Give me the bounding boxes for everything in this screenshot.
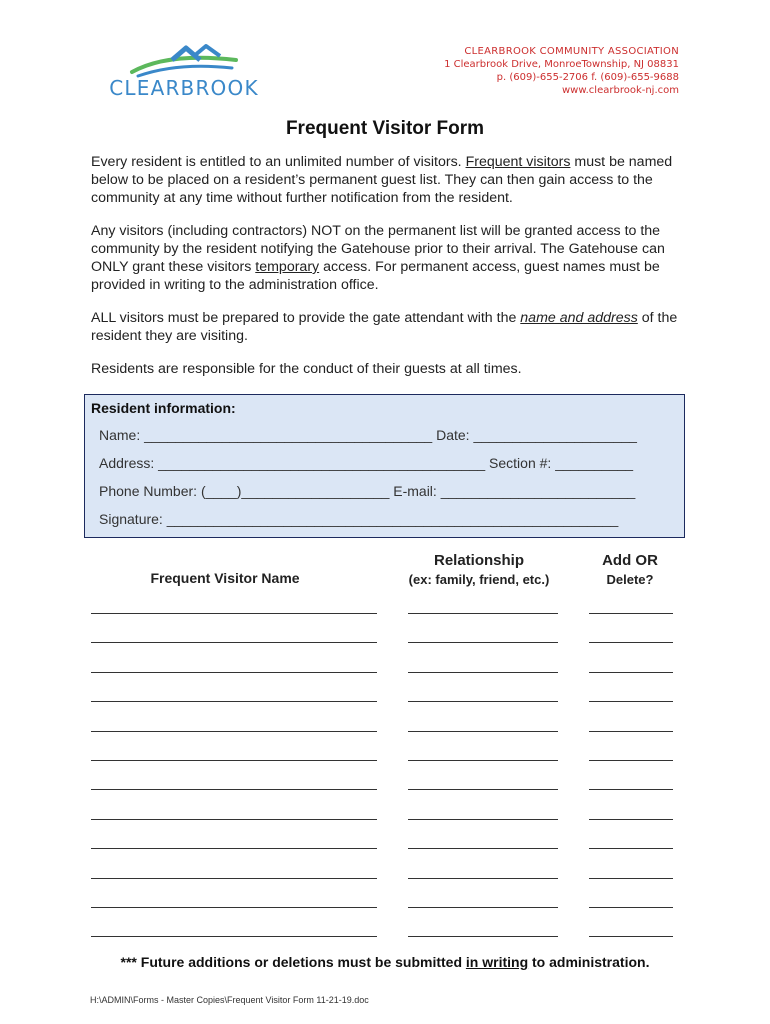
- add-delete-blank[interactable]: [589, 936, 673, 937]
- relationship-blank[interactable]: [408, 878, 558, 879]
- phone-email-field[interactable]: Phone Number: (____)___________________ E-mail: _________________________: [99, 483, 636, 499]
- add-delete-blank[interactable]: [589, 613, 673, 614]
- visitor-name-blank[interactable]: [91, 760, 377, 761]
- paragraph-gate-attendant: [91, 309, 691, 345]
- col-header-relationship: Relationship: [433, 552, 524, 569]
- add-delete-blank[interactable]: [589, 789, 673, 790]
- logo-wordmark: CLEARBROOK: [109, 76, 259, 100]
- visitor-name-blank[interactable]: [91, 672, 377, 673]
- p1-underlined: Frequent visitors: [465, 154, 571, 170]
- relationship-blank[interactable]: [408, 789, 558, 790]
- name-date-field[interactable]: Name: _____________________________________ Date: _____________________: [99, 427, 637, 443]
- paragraph-visitors: [91, 153, 691, 207]
- footnote-text-a: *** Future additions or deletions must be submitted: [120, 954, 466, 970]
- association-contact: [444, 45, 679, 97]
- visitor-name-blank[interactable]: [91, 701, 377, 702]
- visitor-name-blank[interactable]: [91, 642, 377, 643]
- visitor-name-blank[interactable]: [91, 907, 377, 908]
- p3-text-b: of the resident they are visiting.: [91, 310, 678, 344]
- relationship-blank[interactable]: [408, 731, 558, 732]
- p3-underlined: name and address: [520, 310, 638, 326]
- file-path: H:\ADMIN\Forms - Master Copies\Frequent Visitor Form 11-21-19.doc: [90, 995, 369, 1005]
- address-section-field[interactable]: Address: __________________________________________ Section #: __________: [99, 455, 634, 471]
- visitor-name-blank[interactable]: [91, 789, 377, 790]
- col-header-add-or: Add OR: [602, 552, 658, 569]
- footnote-text-b: to administration.: [528, 954, 650, 970]
- p2-text-b: access. For permanent access, guest names must be provided in writing to the administration office.: [91, 259, 660, 293]
- p2-underlined: temporary: [255, 259, 320, 275]
- relationship-blank[interactable]: [408, 613, 558, 614]
- association-name: CLEARBROOK COMMUNITY ASSOCIATION: [464, 46, 679, 57]
- add-delete-blank[interactable]: [589, 672, 673, 673]
- add-delete-blank[interactable]: [589, 848, 673, 849]
- col-header-relationship-example: (ex: family, friend, etc.): [408, 572, 550, 587]
- col-header-visitor-name: Frequent Visitor Name: [150, 570, 300, 586]
- relationship-blank[interactable]: [408, 701, 558, 702]
- p1-text-a: Every resident is entitled to an unlimited number of visitors.: [91, 154, 466, 170]
- signature-field[interactable]: Signature: __________________________________________________________: [99, 511, 619, 527]
- add-delete-blank[interactable]: [589, 701, 673, 702]
- page-title: Frequent Visitor Form: [285, 118, 485, 139]
- p1-text-b: must be named below to be placed on a resident’s permanent guest list. They can then gain access to the community at any time without further notification from the resident.: [91, 154, 673, 206]
- add-delete-blank[interactable]: [589, 642, 673, 643]
- relationship-blank[interactable]: [408, 642, 558, 643]
- add-delete-blank[interactable]: [589, 760, 673, 761]
- p3-text-a: ALL visitors must be prepared to provide the gate attendant with the: [91, 310, 521, 326]
- col-header-delete: Delete?: [606, 572, 654, 587]
- relationship-blank[interactable]: [408, 760, 558, 761]
- footnote-underlined: in writing: [465, 954, 529, 970]
- add-delete-blank[interactable]: [589, 878, 673, 879]
- visitor-name-blank[interactable]: [91, 848, 377, 849]
- visitor-name-blank[interactable]: [91, 613, 377, 614]
- relationship-blank[interactable]: [408, 848, 558, 849]
- resident-info-title: Resident information:: [91, 400, 236, 416]
- association-website[interactable]: www.clearbrook-nj.com: [562, 85, 679, 96]
- resident-information-box: [84, 394, 685, 538]
- p2-text-a: Any visitors (including contractors) NOT on the permanent list will be granted access to the community by the resident notifying the Gatehouse prior to their arrival. The Gatehouse can ONLY grant these visitors: [91, 223, 665, 275]
- relationship-blank[interactable]: [408, 819, 558, 820]
- paragraph-temporary-access: [91, 222, 691, 294]
- clearbrook-logo: [88, 40, 280, 102]
- relationship-blank[interactable]: [408, 936, 558, 937]
- house-roof-icon: [128, 42, 240, 78]
- paragraph-conduct: Residents are responsible for the conduct of their guests at all times.: [91, 361, 522, 377]
- visitor-name-blank[interactable]: [91, 936, 377, 937]
- association-phone-fax: p. (609)-655-2706 f. (609)-655-9688: [496, 72, 679, 83]
- visitor-name-blank[interactable]: [91, 819, 377, 820]
- relationship-blank[interactable]: [408, 907, 558, 908]
- footnote: [0, 954, 770, 970]
- visitor-name-blank[interactable]: [91, 878, 377, 879]
- visitor-name-blank[interactable]: [91, 731, 377, 732]
- relationship-blank[interactable]: [408, 672, 558, 673]
- add-delete-blank[interactable]: [589, 907, 673, 908]
- add-delete-blank[interactable]: [589, 819, 673, 820]
- association-address: 1 Clearbrook Drive, MonroeTownship, NJ 08831: [444, 59, 679, 70]
- add-delete-blank[interactable]: [589, 731, 673, 732]
